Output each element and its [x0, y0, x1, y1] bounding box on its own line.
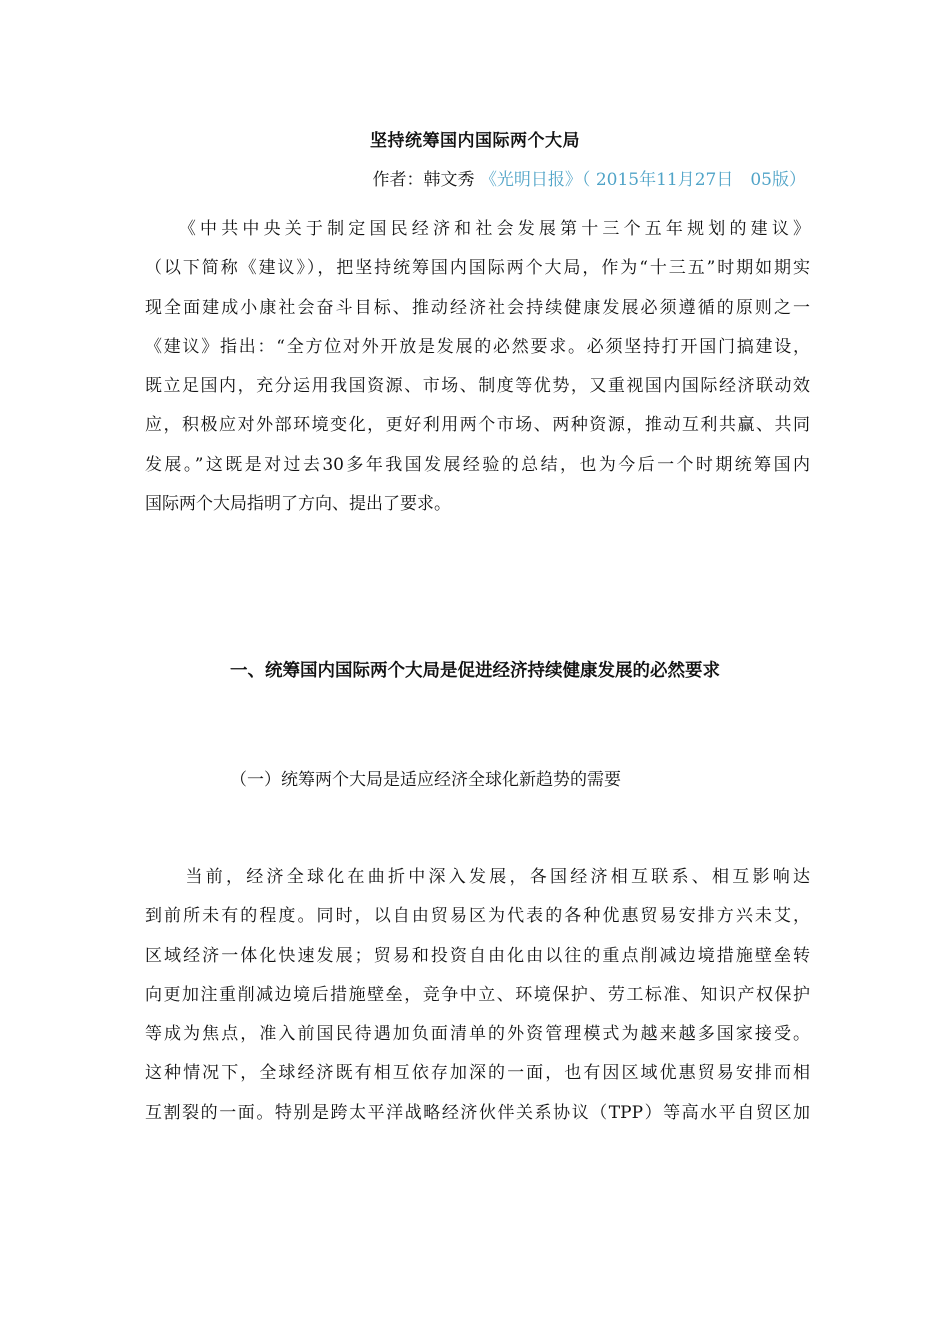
paragraph-line: 《中共中央关于制定国民经济和社会发展第十三个五年规划的建议》: [145, 219, 810, 239]
section-heading: 一、统筹国内国际两个大局是促进经济持续健康发展的必然要求: [230, 661, 720, 681]
article-title: 坚持统筹国内国际两个大局: [370, 131, 580, 151]
paragraph-line: 等成为焦点，准入前国民待遇加负面清单的外资管理模式为越来越多国家接受。: [145, 1024, 810, 1045]
article-byline: [0, 165, 806, 190]
paragraph-line: （以下简称《建议》），把坚持统筹国内国际两个大局，作为“十三五”时期如期实: [145, 258, 810, 279]
paragraph-line: 到前所未有的程度。同时，以自由贸易区为代表的各种优惠贸易安排方兴未艾，: [145, 906, 810, 927]
paragraph-line: 这种情况下，全球经济既有相互依存加深的一面，也有因区域优惠贸易安排而相: [145, 1063, 810, 1084]
paragraph-line: 既立足国内，充分运用我国资源、市场、制度等优势，又重视国内国际经济联动效: [145, 376, 810, 397]
intro-paragraph: [145, 210, 810, 524]
paragraph-line: 发展。”这既是对过去30多年我国发展经验的总结，也为今后一个时期统筹国内: [145, 454, 810, 475]
paragraph-line: 向更加注重削减边境后措施壁垒，竞争中立、环境保护、劳工标准、知识产权保护: [145, 984, 810, 1005]
paragraph-line: 现全面建成小康社会奋斗目标、推动经济社会持续健康发展必须遵循的原则之一: [145, 297, 810, 318]
paragraph-line: 区域经济一体化快速发展；贸易和投资自由化由以往的重点削减边境措施壁垒转: [145, 945, 810, 966]
paragraph-line: 当前，经济全球化在曲折中深入发展，各国经济相互联系、相互影响达: [145, 867, 810, 887]
source-link[interactable]: 《光明日报》（ 2015年11月27日 05版）: [479, 170, 806, 190]
body-paragraph: [145, 858, 810, 1133]
paragraph-line: 应，积极应对外部环境变化，更好利用两个市场、两种资源，推动互利共赢、共同: [145, 415, 810, 436]
paragraph-line: 《建议》指出：“全方位对外开放是发展的必然要求。必须坚持打开国门搞建设，: [145, 336, 810, 357]
paragraph-line: 互割裂的一面。特别是跨太平洋战略经济伙伴关系协议（TPP）等高水平自贸区加: [145, 1102, 810, 1123]
paragraph-line: 国际两个大局指明了方向、提出了要求。: [145, 494, 451, 515]
author-label: 作者：韩文秀: [372, 170, 475, 190]
subsection-heading: （一）统筹两个大局是适应经济全球化新趋势的需要: [230, 770, 621, 790]
